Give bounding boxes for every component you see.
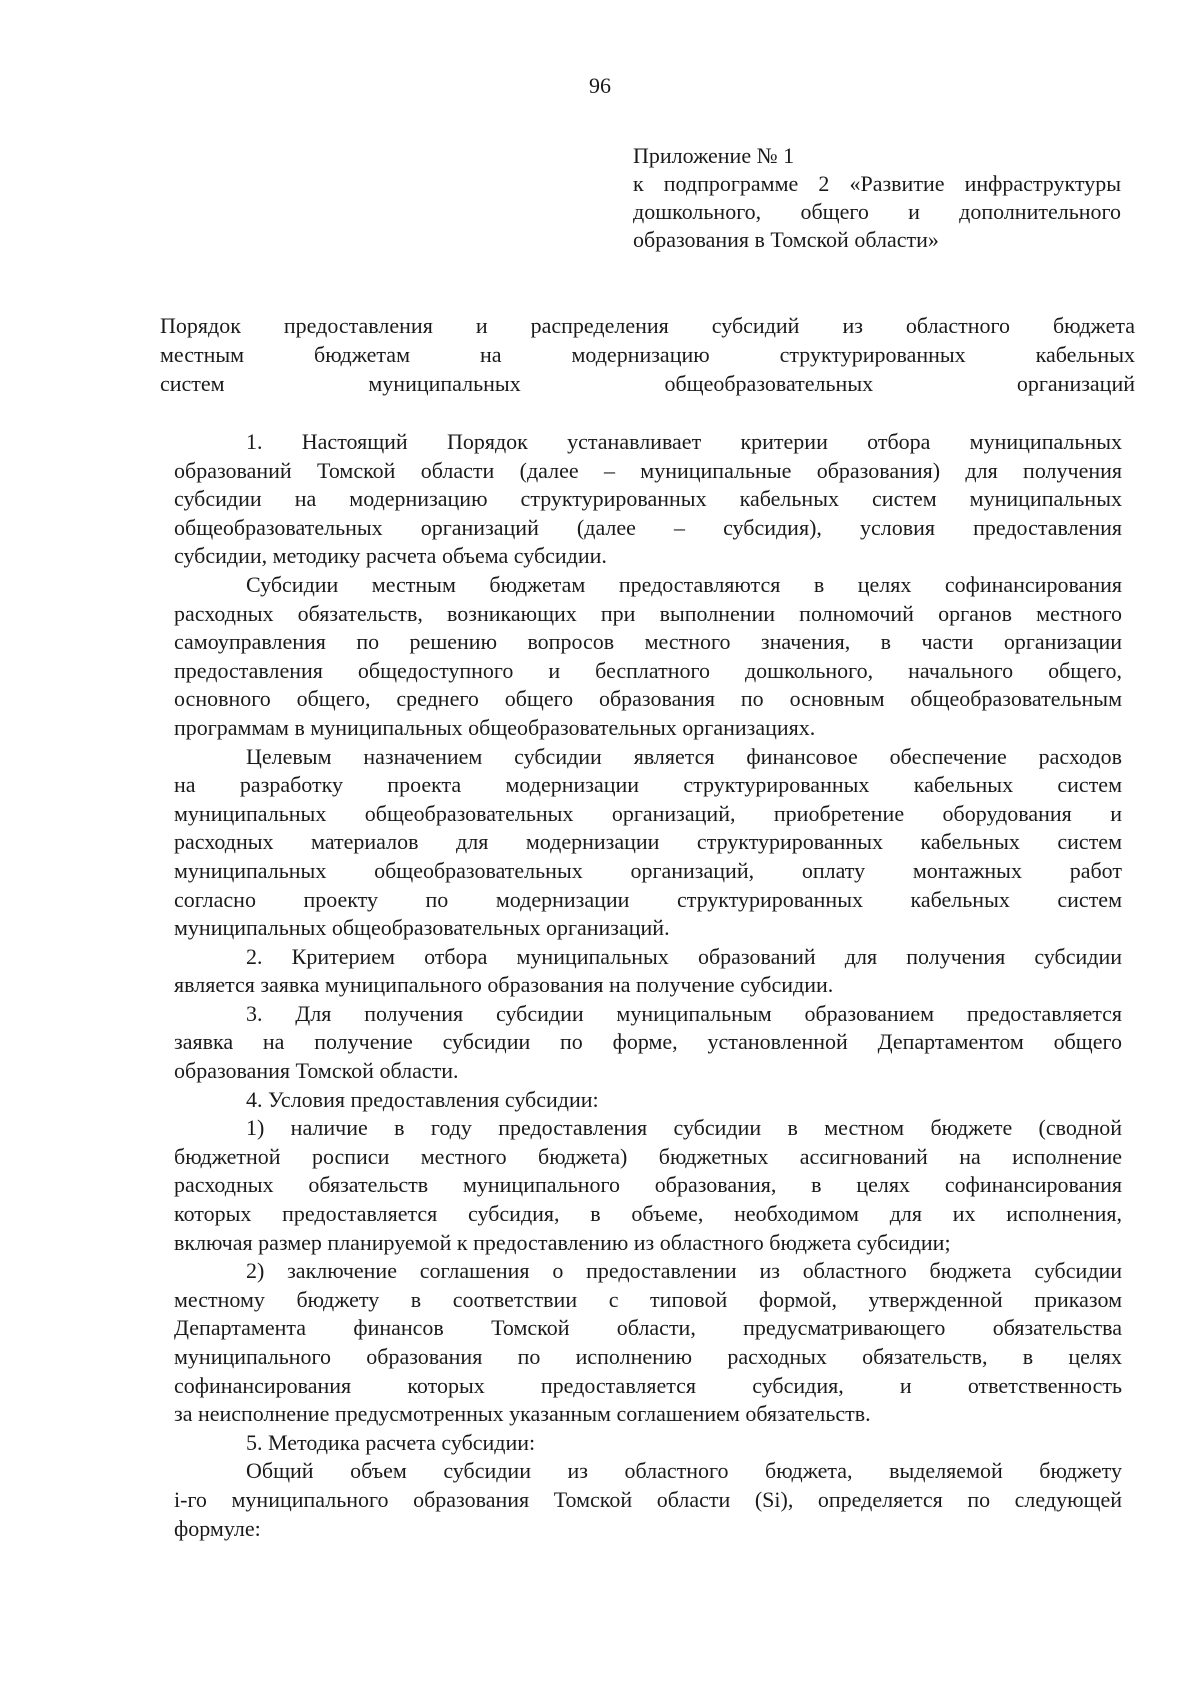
appendix-line: дошкольного, общего и дополнительного [633, 199, 1121, 224]
text-line: Общий объем субсидии из областного бюджета, выделяемой бюджету [246, 1458, 1122, 1484]
document-body [174, 428, 1122, 1543]
text-line: образования Томской области. [174, 1058, 459, 1084]
text-line: муниципальных общеобразовательных организаций. [174, 915, 670, 941]
text-line: самоуправления по решению вопросов местного значения, в части организации [174, 629, 1122, 655]
text-line: Департамента финансов Томской области, предусматривающего обязательства [174, 1315, 1122, 1341]
text-line: бюджетной росписи местного бюджета) бюджетных ассигнований на исполнение [174, 1143, 1122, 1169]
text-line: 1. Настоящий Порядок устанавливает критерии отбора муниципальных [246, 429, 1122, 454]
paragraph-1 [174, 428, 1122, 571]
text-line: за неисполнение предусмотренных указанным соглашением обязательств. [174, 1401, 871, 1427]
paragraph-5 [174, 1429, 1122, 1458]
text-line: которых предоставляется субсидия, в объеме, необходимом для их исполнения, [174, 1201, 1122, 1227]
paragraph-4-item-1 [174, 1114, 1122, 1257]
paragraph-4-item-2 [174, 1257, 1122, 1429]
text-line: 2) заключение соглашения о предоставлении из областного бюджета субсидии [246, 1258, 1122, 1284]
title-line: Порядок предоставления и распределения субсидий из областного бюджета [160, 313, 1135, 338]
text-line: является заявка муниципального образования на получение субсидии. [174, 972, 834, 998]
text-line: образований Томской области (далее – муниципальные образования) для получения [174, 457, 1122, 483]
title-line: систем муниципальных общеобразовательных организаций [160, 371, 1135, 396]
document-title [160, 311, 1135, 398]
paragraph-2 [174, 943, 1122, 1000]
text-line: муниципальных общеобразовательных организаций, оплату монтажных работ [174, 857, 1122, 883]
text-line: согласно проекту по модернизации структурированных кабельных систем [174, 886, 1122, 912]
text-line: i-го муниципального образования Томской области (Si), определяется по следующей [174, 1486, 1122, 1512]
page-number: 96 [589, 73, 611, 98]
paragraph-subsidies-purpose [174, 571, 1122, 743]
appendix-note [633, 142, 1121, 254]
appendix-line: к подпрограмме 2 «Развитие инфраструктуры [633, 171, 1121, 196]
paragraph-target [174, 743, 1122, 943]
text-line: Субсидии местным бюджетам предоставляются в целях софинансирования [246, 571, 1122, 597]
appendix-line: образования в Томской области» [633, 227, 939, 252]
text-line: расходных обязательств, возникающих при выполнении полномочий органов местного [174, 600, 1122, 626]
title-line: местным бюджетам на модернизацию структурированных кабельных [160, 342, 1135, 367]
text-line: субсидии, методику расчета объема субсидии. [174, 543, 607, 569]
text-line: заявка на получение субсидии по форме, установленной Департаментом общего [174, 1029, 1122, 1055]
text-line: расходных обязательств муниципального образования, в целях софинансирования [174, 1172, 1122, 1198]
text-line: расходных материалов для модернизации структурированных кабельных систем [174, 829, 1122, 855]
text-line: муниципального образования по исполнению расходных обязательств, в целях [174, 1344, 1122, 1369]
text-line: 3. Для получения субсидии муниципальным образованием предоставляется [246, 1000, 1122, 1026]
text-line: 5. Методика расчета субсидии: [246, 1429, 536, 1455]
text-line: включая размер планируемой к предоставлению из областного бюджета субсидии; [174, 1229, 951, 1255]
text-line: муниципальных общеобразовательных организаций, приобретение оборудования и [174, 800, 1122, 826]
text-line: 1) наличие в году предоставления субсидии в местном бюджете (сводной [246, 1115, 1122, 1141]
text-line: софинансирования которых предоставляется субсидия, и ответственность [174, 1372, 1122, 1398]
text-line: на разработку проекта модернизации структурированных кабельных систем [174, 772, 1122, 798]
text-line: субсидии на модернизацию структурированных кабельных систем муниципальных [174, 486, 1122, 512]
text-line: Целевым назначением субсидии является финансовое обеспечение расходов [246, 743, 1122, 769]
paragraph-3 [174, 1000, 1122, 1086]
text-line: формуле: [174, 1515, 261, 1541]
text-line: 4. Условия предоставления субсидии: [246, 1086, 599, 1112]
text-line: предоставления общедоступного и бесплатного дошкольного, начального общего, [174, 657, 1122, 683]
paragraph-formula-intro [174, 1457, 1122, 1543]
text-line: программам в муниципальных общеобразовательных организациях. [174, 714, 816, 740]
paragraph-4 [174, 1086, 1122, 1115]
text-line: местному бюджету в соответствии с типовой формой, утвержденной приказом [174, 1286, 1122, 1312]
text-line: основного общего, среднего общего образования по основным общеобразовательным [174, 686, 1122, 712]
text-line: 2. Критерием отбора муниципальных образований для получения субсидии [246, 943, 1122, 969]
appendix-line: Приложение № 1 [633, 143, 795, 168]
text-line: общеобразовательных организаций (далее – субсидия), условия предоставления [174, 514, 1122, 540]
